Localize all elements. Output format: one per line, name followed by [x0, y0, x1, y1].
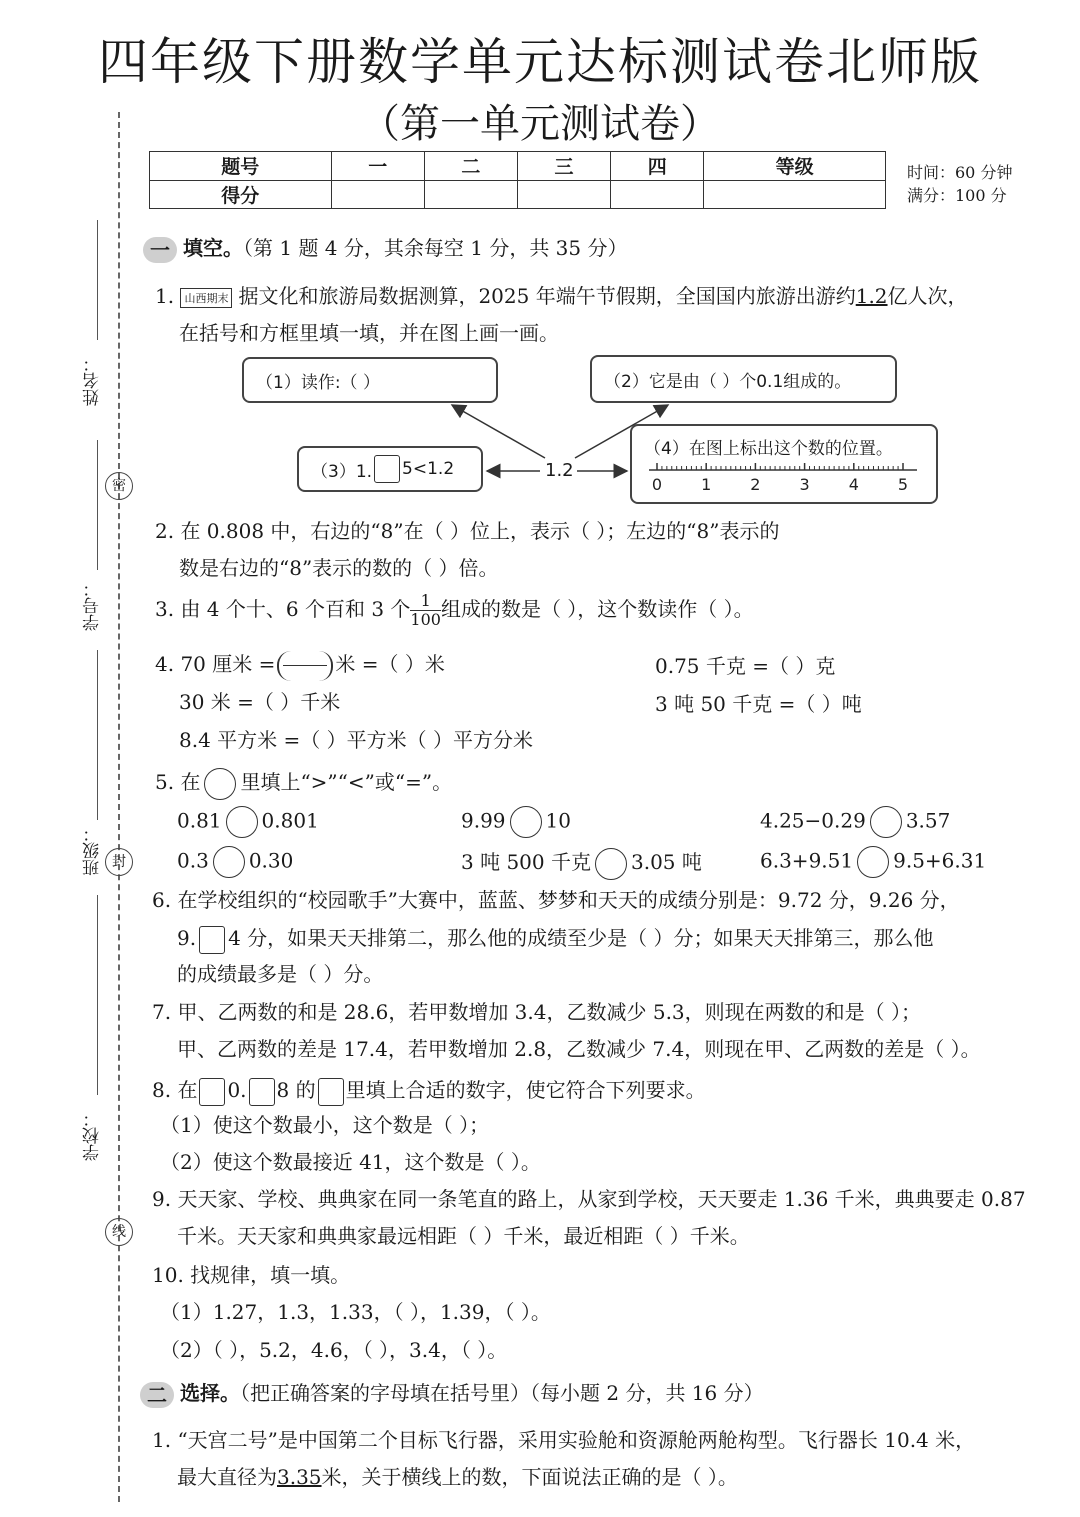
question-text: 最大直径为	[177, 1465, 277, 1489]
question-4-r1: 0.75 千克 =（ ）克	[655, 654, 836, 678]
question-6-line3: 的成绩最多是（ ）分。	[177, 962, 384, 986]
school-label: 学校：	[83, 1110, 103, 1161]
section-title: 选择。	[180, 1381, 240, 1405]
question-text: 8 的	[276, 1078, 316, 1102]
table-header-cell: 三	[517, 152, 610, 181]
seal-mark-feng: 封	[105, 848, 133, 876]
compare-circle[interactable]	[510, 806, 542, 838]
section-note: （把正确答案的字母填在括号里）（每小题 2 分，共 16 分）	[240, 1381, 764, 1405]
question-text: 3. 由 4 个十、6 个百和 3 个	[155, 597, 411, 621]
number-line-label: 2	[750, 475, 761, 494]
number-line-label: 3	[799, 475, 810, 494]
digit-box[interactable]	[199, 1078, 225, 1106]
underlined-number: 3.35	[277, 1465, 322, 1489]
question-3	[155, 592, 754, 629]
question-10-part1: （1）1.27，1.3，1.33，（ ），1.39，（ ）。	[160, 1300, 551, 1324]
table-header-cell: 二	[424, 152, 517, 181]
fraction-denominator: 100	[410, 610, 441, 629]
question-text: 里填上“>”“<”或“=”。	[240, 770, 453, 794]
number-line-label: 4	[848, 475, 859, 494]
question-text: 4. 70 厘米 =	[155, 652, 276, 676]
question-number: 1.	[155, 284, 175, 308]
question-5-head	[155, 766, 452, 800]
page-title: 四年级下册数学单元达标测试卷北师版	[98, 33, 982, 91]
question-text: 组成的数是（ ），这个数读作（ ）。	[440, 597, 754, 621]
compare-item	[177, 806, 319, 838]
question-6-line2	[177, 922, 934, 954]
compare-item	[177, 846, 293, 878]
time-limit: 时间：60 分钟	[907, 163, 1013, 182]
choice-1-line1: 1. “天宫二号”是中国第二个目标飞行器，采用实验舱和资源舱两舱构型。飞行器长 10.4 米，	[152, 1428, 976, 1452]
table-header-cell: 等级	[704, 152, 886, 181]
compare-left: 0.81	[177, 808, 222, 833]
table-header-cell: 四	[611, 152, 704, 181]
fraction	[410, 592, 441, 629]
question-8-part1: （1）使这个数最小，这个数是（ ）；	[160, 1113, 490, 1137]
section-badge: 一	[143, 237, 177, 263]
compare-circle[interactable]	[226, 806, 258, 838]
question-4-l1	[155, 648, 445, 681]
score-row-label: 得分	[150, 180, 332, 209]
compare-item	[461, 846, 702, 880]
question-text: 0.	[227, 1078, 247, 1102]
compare-circle[interactable]	[595, 848, 627, 880]
question-4-l2: 30 米 =（ ）千米	[179, 690, 341, 714]
question-4-r2: 3 吨 50 千克 =（ ）吨	[655, 692, 862, 716]
question-text: 9.	[177, 926, 197, 950]
table-header-cell: 一	[331, 152, 424, 181]
question-8-head	[152, 1074, 706, 1106]
question-text: 米 =（ ）米	[335, 652, 445, 676]
compare-item	[461, 806, 571, 838]
bubble-text: 5<1.2	[402, 459, 455, 479]
compare-left: 4.25−0.29	[760, 808, 866, 833]
number-line-label: 0	[651, 475, 663, 494]
section-note: （第 1 题 4 分，其余每空 1 分，共 35 分）	[243, 236, 628, 260]
compare-right: 0.30	[248, 848, 294, 873]
question-text: 里填上合适的数字，使它符合下列要求。	[345, 1078, 706, 1102]
compare-right: 10	[545, 808, 571, 833]
fraction-numerator: 1	[410, 592, 441, 611]
compare-left: 9.99	[461, 808, 506, 833]
question-7-line1: 7. 甲、乙两数的和是 28.6，若甲数增加 3.4，乙数减少 5.3，则现在两数的和是（ ）；	[152, 1000, 922, 1024]
number-line-label: 5	[897, 475, 909, 494]
question-text: 据文化和旅游局数据测算，2025 年端午节假期，全国国内旅游出游约	[238, 284, 856, 308]
diagram-arrows	[0, 0, 1080, 520]
arrow-to-read-as	[452, 405, 545, 458]
compare-left: 0.3	[177, 848, 209, 873]
table-header-cell: 题号	[150, 152, 332, 181]
class-label: 班级：	[83, 825, 103, 876]
question-9-line2: 千米。天天家和典典家最远相距（ ）千米，最近相距（ ）千米。	[177, 1224, 750, 1248]
bubble-read-as[interactable]: （1）读作:（ ）	[242, 357, 498, 403]
compare-item	[760, 846, 986, 878]
question-2-line2: 数是右边的“8”表示的数的（ ）倍。	[179, 556, 499, 580]
digit-box[interactable]	[199, 926, 225, 954]
bubble-composed-of[interactable]: （2）它是由（ ）个0.1组成的。	[590, 355, 897, 403]
compare-item	[760, 806, 950, 838]
class-line	[97, 650, 98, 820]
highlight-number: 1.2	[855, 284, 888, 308]
compare-circle[interactable]	[870, 806, 902, 838]
number-line-label: 1	[701, 475, 712, 494]
id-label: 学号：	[83, 580, 103, 631]
choice-1-line2	[177, 1461, 738, 1490]
section-badge: 二	[140, 1382, 174, 1408]
question-10-head: 10. 找规律，填一填。	[152, 1263, 351, 1287]
question-text: 5. 在	[155, 770, 201, 794]
bubble-text: （3）1.	[311, 461, 373, 482]
bubble-text: （4）在图上标出这个数的位置。	[644, 439, 893, 459]
seal-mark-xian: 线	[105, 1218, 133, 1246]
question-text: 亿人次，	[887, 284, 968, 308]
school-line	[97, 895, 98, 1095]
digit-box	[318, 1078, 344, 1106]
source-tag: 山西期末	[180, 288, 232, 308]
question-9-line1: 9. 天天家、学校、典典家在同一条笔直的路上，从家到学校，天天要走 1.36 千米，典典要走 0.87	[152, 1187, 1026, 1211]
compare-circle[interactable]	[857, 846, 889, 878]
question-7-line2: 甲、乙两数的差是 17.4，若甲数增加 2.8，乙数减少 7.4，则现在甲、乙两数的差是（ ）。	[177, 1037, 981, 1061]
compare-right: 3.05 吨	[630, 850, 702, 874]
compare-left: 3 吨 500 千克	[461, 850, 591, 874]
digit-box[interactable]	[249, 1078, 275, 1106]
compare-circle	[204, 768, 236, 800]
compare-right: 0.801	[261, 808, 319, 833]
full-score: 满分：100 分	[907, 186, 1007, 205]
name-label: 姓名：	[83, 355, 103, 406]
compare-circle[interactable]	[213, 846, 245, 878]
question-2-line1: 2. 在 0.808 中，右边的“8”在（ ）位上，表示（ ）；左边的“8”表示的	[155, 519, 780, 543]
question-4-l3: 8.4 平方米 =（ ）平方米（ ）平方分米	[179, 728, 533, 752]
question-1-line2: 在括号和方框里填一填，并在图上画一画。	[179, 321, 559, 345]
center-number: 1.2	[545, 460, 574, 481]
compare-right: 9.5+6.31	[893, 848, 987, 873]
question-6-line1: 6. 在学校组织的“校园歌手”大赛中，蓝蓝、梦梦和天天的成绩分别是：9.72 分，9.26 分，	[152, 888, 960, 912]
compare-right: 3.57	[905, 808, 951, 833]
fraction-blank[interactable]	[277, 651, 333, 681]
number-line[interactable]	[649, 463, 917, 494]
question-8-part2: （2）使这个数最接近 41，这个数是（ ）。	[160, 1150, 541, 1174]
arrow-to-composed	[575, 405, 668, 458]
seal-mark-mi: 密	[105, 472, 133, 500]
question-text: 8. 在	[152, 1078, 198, 1102]
question-text: 4 分，如果天天排第二，那么他的成绩至少是（ ）分；如果天天排第三，那么他	[228, 926, 934, 950]
section-title: 填空。	[183, 236, 243, 260]
section-2-heading	[140, 1377, 764, 1408]
compare-left: 6.3+9.51	[760, 848, 854, 873]
page-subtitle: （第一单元测试卷）	[360, 101, 720, 147]
question-10-part2: （2）（ ），5.2，4.6，（ ），3.4，（ ）。	[160, 1338, 508, 1362]
question-text: 米，关于横线上的数，下面说法正确的是（ ）。	[321, 1465, 738, 1489]
